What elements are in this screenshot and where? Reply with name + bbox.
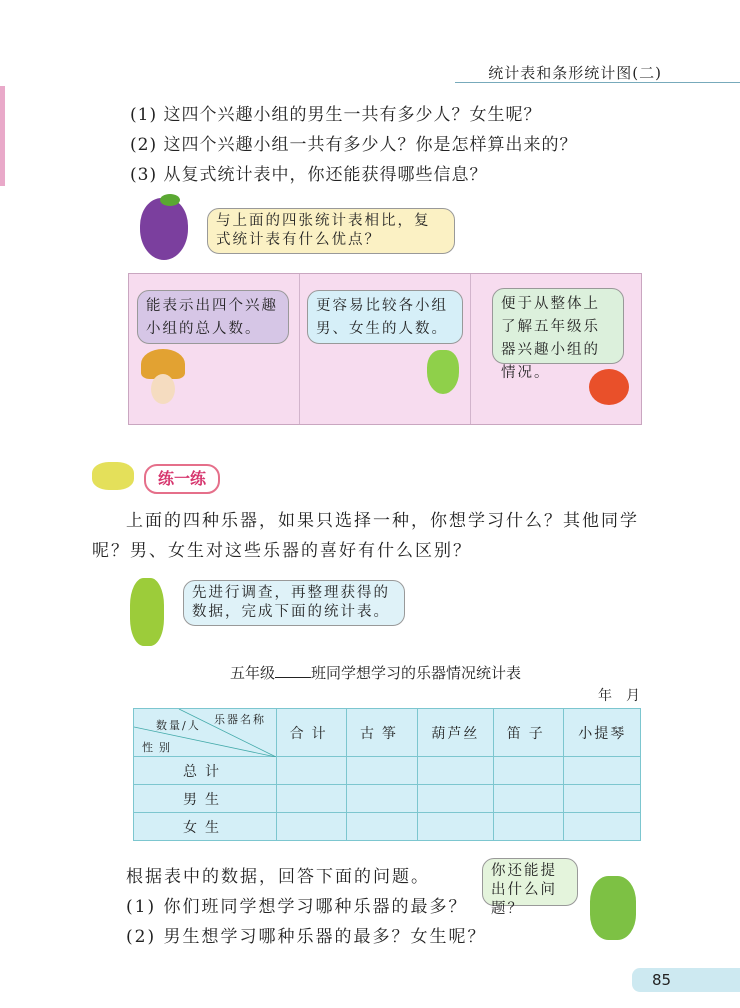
table-title-suffix: 班同学想学习的乐器情况统计表	[311, 664, 522, 682]
empty-cell	[417, 757, 494, 785]
corner-label-gender: 性别	[142, 741, 176, 754]
column-header: 笛子	[494, 709, 564, 757]
empty-cell	[494, 757, 564, 785]
grasshopper-character-icon	[130, 578, 164, 646]
column-header: 古筝	[347, 709, 417, 757]
empty-cell	[347, 785, 417, 813]
followup-question-1: (1) 你们班同学想学习哪种乐器的最多？	[126, 897, 468, 917]
question-1: (1) 这四个兴趣小组的男生一共有多少人？女生呢？	[130, 105, 542, 125]
empty-cell	[347, 757, 417, 785]
table-row	[134, 785, 641, 813]
empty-cell	[564, 757, 641, 785]
table-header-row	[134, 709, 641, 757]
column-header: 合计	[277, 709, 347, 757]
row-header: 女生	[134, 813, 277, 841]
cabbage-character-icon	[590, 876, 636, 940]
tomato-character-icon	[589, 369, 629, 405]
empty-cell	[564, 813, 641, 841]
header-divider	[455, 82, 740, 83]
row-header: 总计	[134, 757, 277, 785]
question-2: (2) 这四个兴趣小组一共有多少人？你是怎样算出来的？	[130, 135, 578, 155]
question-3: (3) 从复式统计表中，你还能获得哪些信息？	[130, 165, 488, 185]
empty-cell	[494, 785, 564, 813]
followup-question-2: (2) 男生想学习哪种乐器的最多？女生呢？	[126, 927, 487, 947]
eggplant-leaf-icon	[160, 194, 180, 206]
empty-cell	[277, 813, 347, 841]
eggplant-speech-bubble: 与上面的四张统计表相比，复式统计表有什么优点？	[207, 208, 455, 254]
section-title: 统计表和条形统计图(二)	[488, 64, 662, 82]
bean-character-icon	[427, 350, 459, 394]
table-title	[230, 662, 521, 683]
corner-label-quantity: 数量/人	[156, 719, 201, 732]
table-title-prefix: 五年级	[230, 664, 276, 682]
empty-cell	[417, 813, 494, 841]
practice-label: 练一练	[144, 464, 220, 494]
survey-table	[133, 708, 641, 841]
corner-label-instrument: 乐器名称	[214, 713, 266, 726]
answers-panel	[128, 273, 642, 425]
empty-cell	[277, 757, 347, 785]
answer-bubble-3: 便于从整体上了解五年级乐器兴趣小组的情况。	[492, 288, 624, 364]
table-row	[134, 813, 641, 841]
answer-bubble-1: 能表示出四个兴趣小组的总人数。	[137, 290, 289, 344]
empty-cell	[494, 813, 564, 841]
eggplant-character-icon	[140, 198, 188, 260]
panel-divider	[299, 274, 300, 424]
table-row	[134, 757, 641, 785]
empty-cell	[277, 785, 347, 813]
lemon-character-icon	[92, 462, 134, 490]
practice-paragraph: 上面的四种乐器，如果只选择一种，你想学习什么？其他同学呢？男、女生对这些乐器的喜好有什么区别？	[92, 511, 639, 561]
empty-cell	[417, 785, 494, 813]
corner-header-cell	[134, 709, 277, 757]
empty-cell	[564, 785, 641, 813]
followup-intro: 根据表中的数据，回答下面的问题。	[126, 867, 430, 887]
table-date: 年 月	[598, 688, 640, 704]
mushroom-body-icon	[151, 374, 175, 404]
answer-bubble-2: 更容易比较各小组男、女生的人数。	[307, 290, 463, 344]
empty-cell	[347, 813, 417, 841]
followup-speech-bubble: 你还能提出什么问题？	[482, 858, 578, 906]
column-header: 葫芦丝	[417, 709, 494, 757]
panel-divider	[470, 274, 471, 424]
side-tab	[0, 86, 5, 186]
page-number: 85	[632, 968, 740, 992]
class-blank	[275, 663, 311, 678]
practice-speech-bubble: 先进行调查，再整理获得的数据，完成下面的统计表。	[183, 580, 405, 626]
row-header: 男生	[134, 785, 277, 813]
column-header: 小提琴	[564, 709, 641, 757]
